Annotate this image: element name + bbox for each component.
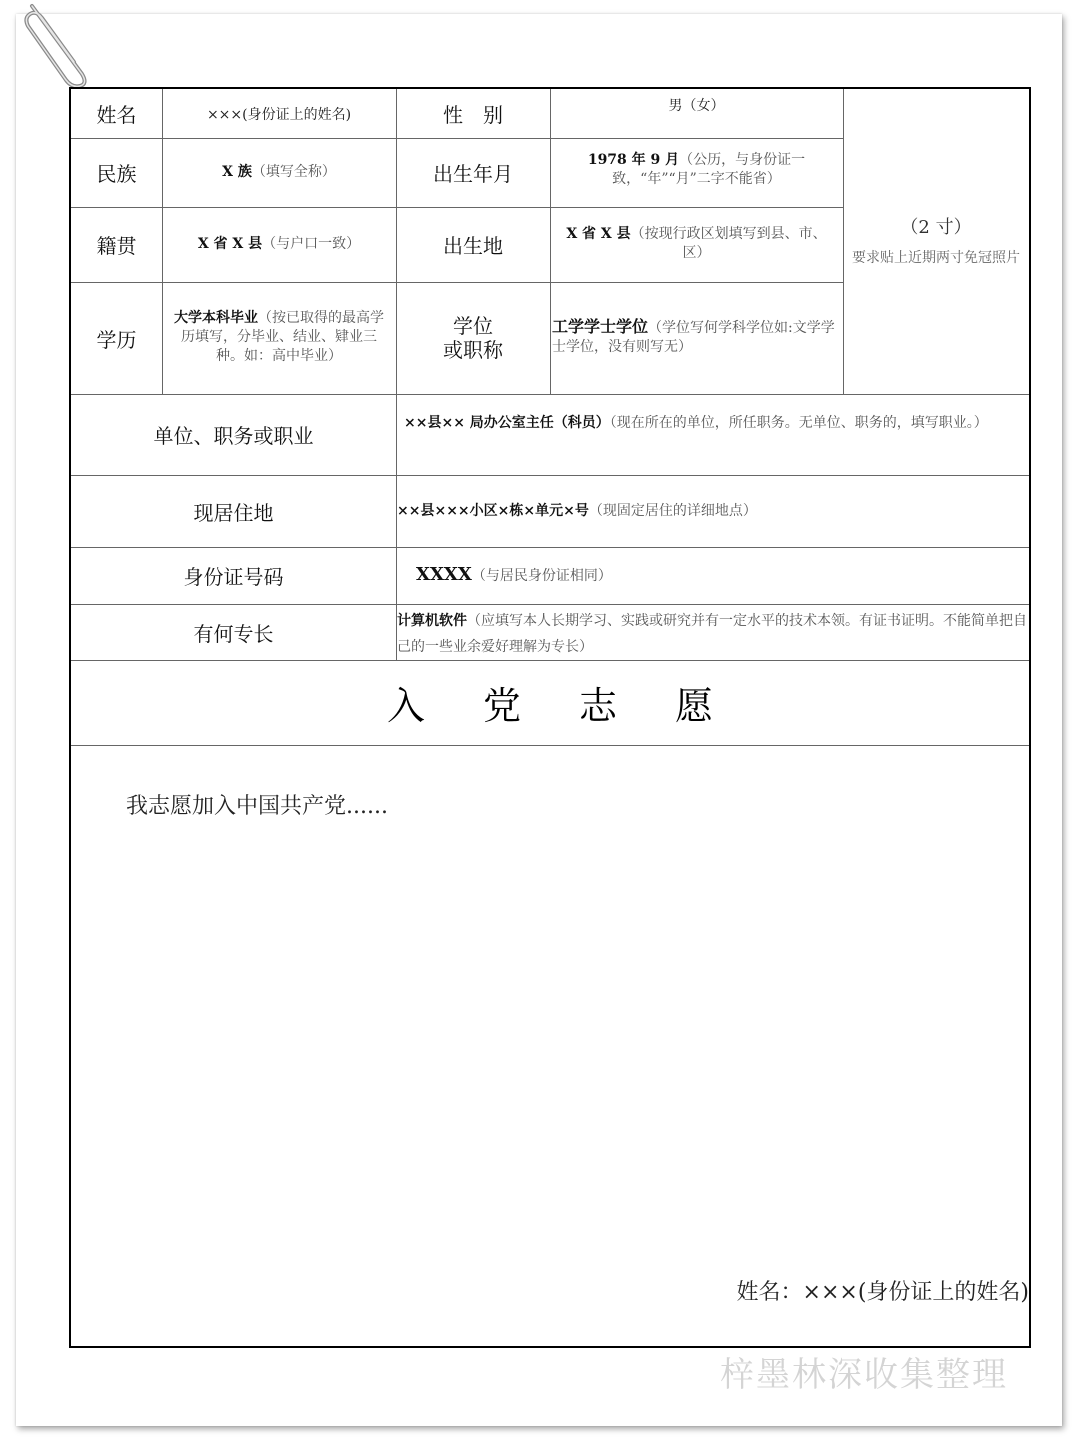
ethnicity-cell: [162, 138, 396, 207]
degree-note: （学位写何学科学位如:文学学士学位，没有则写无）: [552, 320, 835, 355]
degree-label-line2: 或职称: [443, 338, 503, 362]
section-title: 入党志愿: [386, 684, 771, 728]
application-form: [69, 87, 1031, 1348]
skill-note: （应填写本人长期学习、实践或研究并有一定水平的技术本领。有证书证明。不能简单把自己的一些业余爱好理解为专长）: [397, 613, 1027, 655]
work-note: （现在所在的单位，所任职务。无单位、职务的，填写职业。）: [609, 415, 988, 431]
birth-cell: [550, 151, 843, 201]
id-number-label: 身份证号码: [183, 565, 284, 589]
degree-label: [396, 282, 550, 394]
education-note: （按已取得的最高学历填写，分毕业、结业、肄业三种。如：高中毕业）: [181, 310, 384, 364]
id-number-cell: [416, 547, 1016, 604]
degree-label-line1: 学位: [453, 314, 493, 338]
gender-label: 性 别: [443, 103, 503, 127]
education-value: 大学本科毕业: [174, 310, 258, 326]
education-label: 学历: [96, 327, 137, 352]
residence-cell: [397, 475, 1023, 547]
residence-note: （现固定居住的详细地点）: [588, 502, 757, 519]
photo-size: （2 寸）: [900, 216, 972, 238]
birthplace-label: 出生地: [443, 234, 503, 258]
id-number-note: （与居民身份证相同）: [471, 568, 612, 584]
watermark-text: 梓墨林深收集整理: [720, 1355, 1008, 1395]
skill-value: 计算机软件: [397, 613, 467, 629]
photo-note: 要求贴上近期两寸免冠照片: [852, 249, 1020, 266]
birth-note: （公历，与身份证一致，“年”“月”二字不能省）: [612, 152, 806, 187]
degree-value: 工学学士学位: [552, 317, 649, 336]
work-value: ××县×× 局办公室主任（科员）: [404, 415, 610, 431]
residence-label: 现居住地: [193, 500, 274, 525]
signature-line: 姓名：×××(身份证上的姓名): [736, 1280, 1029, 1305]
work-label: 单位、职务或职业: [153, 424, 314, 448]
gender-value: 男（女）: [668, 98, 725, 114]
ethnicity-label: 民族: [96, 162, 137, 186]
birth-value: 1978 年 9 月: [587, 152, 680, 168]
statement-text: 我志愿加入中国共产党......: [126, 794, 388, 819]
photo-placeholder: [843, 89, 1029, 394]
native-place-value: X 省 X 县: [197, 236, 263, 252]
paperclip-icon: [18, 0, 98, 90]
id-number-value: XXXX: [416, 564, 472, 585]
skill-cell: [397, 608, 1029, 658]
degree-cell: [550, 317, 843, 367]
ethnicity-note: （填写全称）: [251, 164, 336, 180]
ethnicity-value: X 族: [222, 164, 252, 180]
native-place-note: （与户口一致）: [262, 236, 361, 252]
name-value: ×××(身份证上的姓名): [206, 106, 352, 123]
residence-value: ××县×××小区×栋×单元×号: [397, 502, 589, 519]
native-place-label: 籍贯: [96, 234, 137, 258]
birth-label: 出生年月: [433, 162, 513, 186]
birthplace-cell: [550, 225, 843, 275]
birthplace-note: （按现行政区划填写到县、市、区）: [630, 226, 827, 261]
work-cell: [404, 414, 1024, 464]
name-label: 姓名: [96, 103, 137, 127]
birthplace-value: X 省 X 县: [566, 226, 631, 242]
skill-label: 有何专长: [193, 621, 274, 646]
education-cell: [162, 309, 396, 379]
native-place-cell: [162, 207, 396, 282]
